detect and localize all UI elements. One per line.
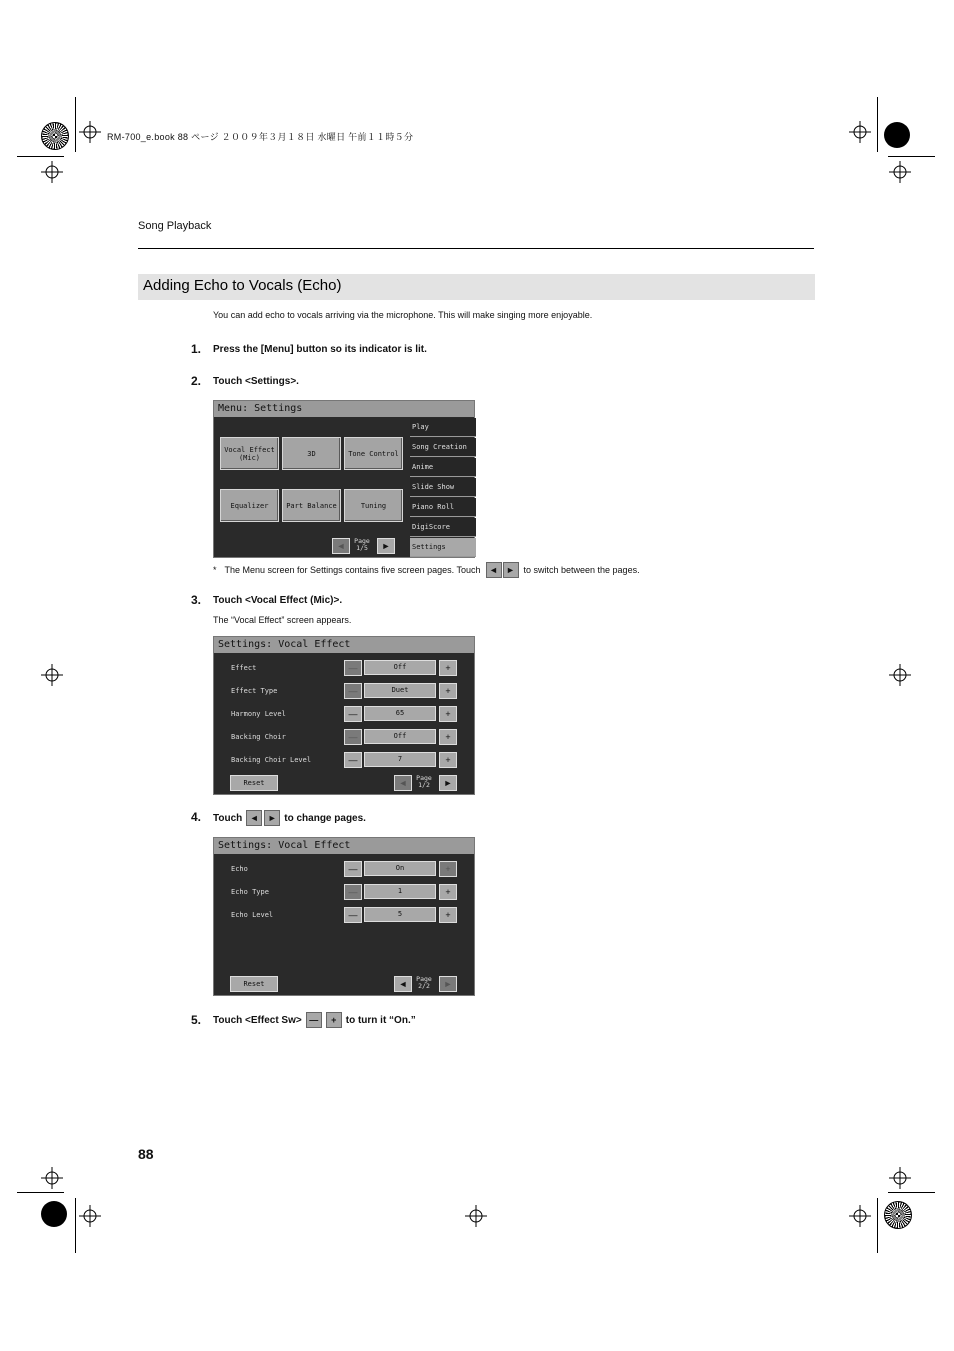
registration-mark-icon — [849, 121, 871, 143]
decrement-button[interactable] — [344, 907, 362, 923]
tile-3d[interactable]: 3D — [282, 437, 341, 470]
side-item-anime[interactable]: Anime — [410, 458, 476, 477]
decrement-button[interactable] — [344, 683, 362, 699]
param-label: Backing Choir Level — [231, 756, 312, 764]
page-next-button[interactable] — [439, 775, 457, 791]
page-label: Page — [416, 975, 432, 983]
right-arrow-icon: ► — [443, 979, 453, 989]
step-text: Touch <Vocal Effect (Mic)>. — [213, 595, 343, 606]
step-text: Press the [Menu] button so its indicator is lit. — [213, 344, 427, 355]
plus-icon: + — [445, 663, 451, 673]
param-value: 1 — [364, 884, 436, 899]
minus-icon: — — [348, 887, 358, 897]
param-label: Harmony Level — [231, 710, 286, 718]
minus-icon: — — [348, 663, 358, 673]
param-value: Off — [364, 729, 436, 744]
step-text-pre: Touch <Effect Sw> — [213, 1014, 302, 1026]
page-next-button[interactable] — [377, 538, 395, 554]
param-value: 5 — [364, 907, 436, 922]
minus-icon: — — [348, 910, 358, 920]
minus-icon: — — [348, 709, 358, 719]
crop-mark — [877, 97, 878, 152]
decrement-button[interactable] — [344, 706, 362, 722]
color-bar-mark-icon — [884, 1201, 912, 1229]
plus-icon: + — [445, 709, 451, 719]
crop-mark — [17, 156, 64, 157]
decrement-button[interactable] — [344, 729, 362, 745]
param-label: Backing Choir — [231, 733, 286, 741]
right-arrow-icon: ► — [381, 541, 391, 551]
side-item-slide-show[interactable]: Slide Show — [410, 478, 476, 497]
step-text-pre: Touch — [213, 812, 243, 824]
screen-title: Settings: Vocal Effect — [214, 838, 474, 854]
menu-settings-screen — [213, 400, 475, 558]
page-value: 2/2 — [418, 982, 430, 990]
param-label: Echo Level — [231, 911, 274, 919]
minus-icon: — — [348, 686, 358, 696]
plus-icon: + — [445, 864, 451, 874]
registration-mark-icon — [41, 1167, 63, 1189]
step-number: 3. — [191, 593, 202, 607]
note-bullet: * — [213, 565, 217, 575]
screen-title: Menu: Settings — [214, 401, 474, 417]
param-value: Off — [364, 660, 436, 675]
page-indicator — [350, 538, 374, 552]
step-number: 5. — [191, 1013, 202, 1027]
registration-mark-icon — [41, 664, 63, 686]
screen-title: Settings: Vocal Effect — [214, 637, 474, 653]
left-arrow-icon: ◄ — [246, 810, 262, 826]
page-prev-button[interactable] — [394, 976, 412, 992]
minus-icon: — — [348, 755, 358, 765]
increment-button[interactable] — [439, 884, 457, 900]
param-label: Echo — [231, 865, 248, 873]
right-arrow-icon: ► — [264, 810, 280, 826]
print-header: RM-700_e.book 88 ページ ２００９年３月１８日 水曜日 午前１１時５分 — [107, 132, 414, 142]
crop-mark — [17, 1192, 64, 1193]
note-text: The Menu screen for Settings contains five screen pages. Touch — [224, 565, 481, 575]
section-title: Adding Echo to Vocals (Echo) — [143, 277, 342, 294]
color-bar-mark-icon — [884, 122, 910, 148]
param-value: Duet — [364, 683, 436, 698]
page-label: Page — [354, 537, 370, 545]
registration-mark-icon — [889, 664, 911, 686]
step-number: 2. — [191, 374, 202, 388]
tile-tuning[interactable]: Tuning — [344, 489, 403, 522]
increment-button[interactable] — [439, 706, 457, 722]
step-text — [213, 1012, 416, 1028]
tile-part-balance[interactable]: Part Balance — [282, 489, 341, 522]
minus-icon: — — [306, 1012, 322, 1028]
tile-vocal-effect[interactable]: Vocal Effect (Mic) — [220, 437, 279, 470]
param-value: 7 — [364, 752, 436, 767]
registration-mark-icon — [849, 1205, 871, 1227]
step-number: 1. — [191, 342, 202, 356]
left-arrow-icon: ◄ — [398, 979, 408, 989]
crop-mark — [888, 1192, 935, 1193]
registration-mark-icon — [41, 161, 63, 183]
crop-mark — [75, 97, 76, 152]
page-indicator — [412, 775, 436, 789]
page-label: Page — [416, 774, 432, 782]
minus-icon: — — [348, 864, 358, 874]
left-arrow-icon: ◄ — [398, 778, 408, 788]
crop-mark — [75, 1198, 76, 1253]
intro-text: You can add echo to vocals arriving via the microphone. This will make singing more enjoyable. — [213, 310, 593, 320]
plus-icon: + — [445, 910, 451, 920]
registration-mark-icon — [79, 121, 101, 143]
side-item-piano-roll[interactable]: Piano Roll — [410, 498, 476, 517]
running-head: Song Playback — [138, 220, 212, 232]
param-value: 65 — [364, 706, 436, 721]
step-number: 4. — [191, 810, 202, 824]
minus-icon: — — [348, 732, 358, 742]
param-label: Effect Type — [231, 687, 278, 695]
increment-button[interactable] — [439, 861, 457, 877]
param-label: Effect — [231, 664, 257, 672]
step-text-post: to change pages. — [284, 812, 366, 824]
plus-icon: + — [445, 732, 451, 742]
decrement-button[interactable] — [344, 752, 362, 768]
page-indicator — [412, 976, 436, 990]
side-item-song-creation[interactable]: Song Creation — [410, 438, 476, 457]
color-bar-mark-icon — [41, 1201, 67, 1227]
registration-mark-icon — [889, 1167, 911, 1189]
increment-button[interactable] — [439, 907, 457, 923]
plus-icon: + — [445, 755, 451, 765]
right-arrow-icon: ► — [443, 778, 453, 788]
header-rule — [138, 248, 814, 249]
side-item-digiscore[interactable]: DigiScore — [410, 518, 476, 537]
step-text — [213, 810, 366, 826]
registration-mark-icon — [79, 1205, 101, 1227]
increment-button[interactable] — [439, 729, 457, 745]
decrement-button[interactable] — [344, 861, 362, 877]
increment-button[interactable] — [439, 752, 457, 768]
increment-button[interactable] — [439, 683, 457, 699]
page-number: 88 — [138, 1146, 154, 1162]
side-item-settings[interactable]: Settings — [410, 538, 476, 557]
registration-mark-icon — [889, 161, 911, 183]
right-arrow-icon: ► — [503, 562, 519, 578]
plus-icon: + — [445, 686, 451, 696]
page-value: 1/5 — [356, 544, 368, 552]
page-prev-button[interactable] — [394, 775, 412, 791]
crop-mark — [888, 156, 935, 157]
page-prev-button[interactable] — [332, 538, 350, 554]
page-next-button[interactable] — [439, 976, 457, 992]
note-text: to switch between the pages. — [523, 565, 640, 575]
page-value: 1/2 — [418, 781, 430, 789]
tile-tone-control[interactable]: Tone Control — [344, 437, 403, 470]
registration-mark-icon — [465, 1205, 487, 1227]
reset-button[interactable]: Reset — [230, 976, 278, 992]
decrement-button[interactable] — [344, 660, 362, 676]
left-arrow-icon: ◄ — [336, 541, 346, 551]
note — [213, 562, 640, 578]
plus-icon: + — [326, 1012, 342, 1028]
step-text-post: to turn it “On.” — [345, 1014, 416, 1026]
step-text: Touch <Settings>. — [213, 376, 299, 387]
vocal-effect-screen-page2 — [213, 837, 475, 996]
step-subtext: The “Vocal Effect” screen appears. — [213, 615, 352, 625]
param-label: Echo Type — [231, 888, 269, 896]
color-bar-mark-icon — [41, 122, 69, 150]
side-item-play[interactable]: Play — [410, 418, 476, 437]
plus-icon: + — [445, 887, 451, 897]
crop-mark — [877, 1198, 878, 1253]
reset-button[interactable]: Reset — [230, 775, 278, 791]
increment-button[interactable] — [439, 660, 457, 676]
tile-equalizer[interactable]: Equalizer — [220, 489, 279, 522]
left-arrow-icon: ◄ — [486, 562, 502, 578]
vocal-effect-screen-page1 — [213, 636, 475, 795]
param-value: On — [364, 861, 436, 876]
decrement-button[interactable] — [344, 884, 362, 900]
